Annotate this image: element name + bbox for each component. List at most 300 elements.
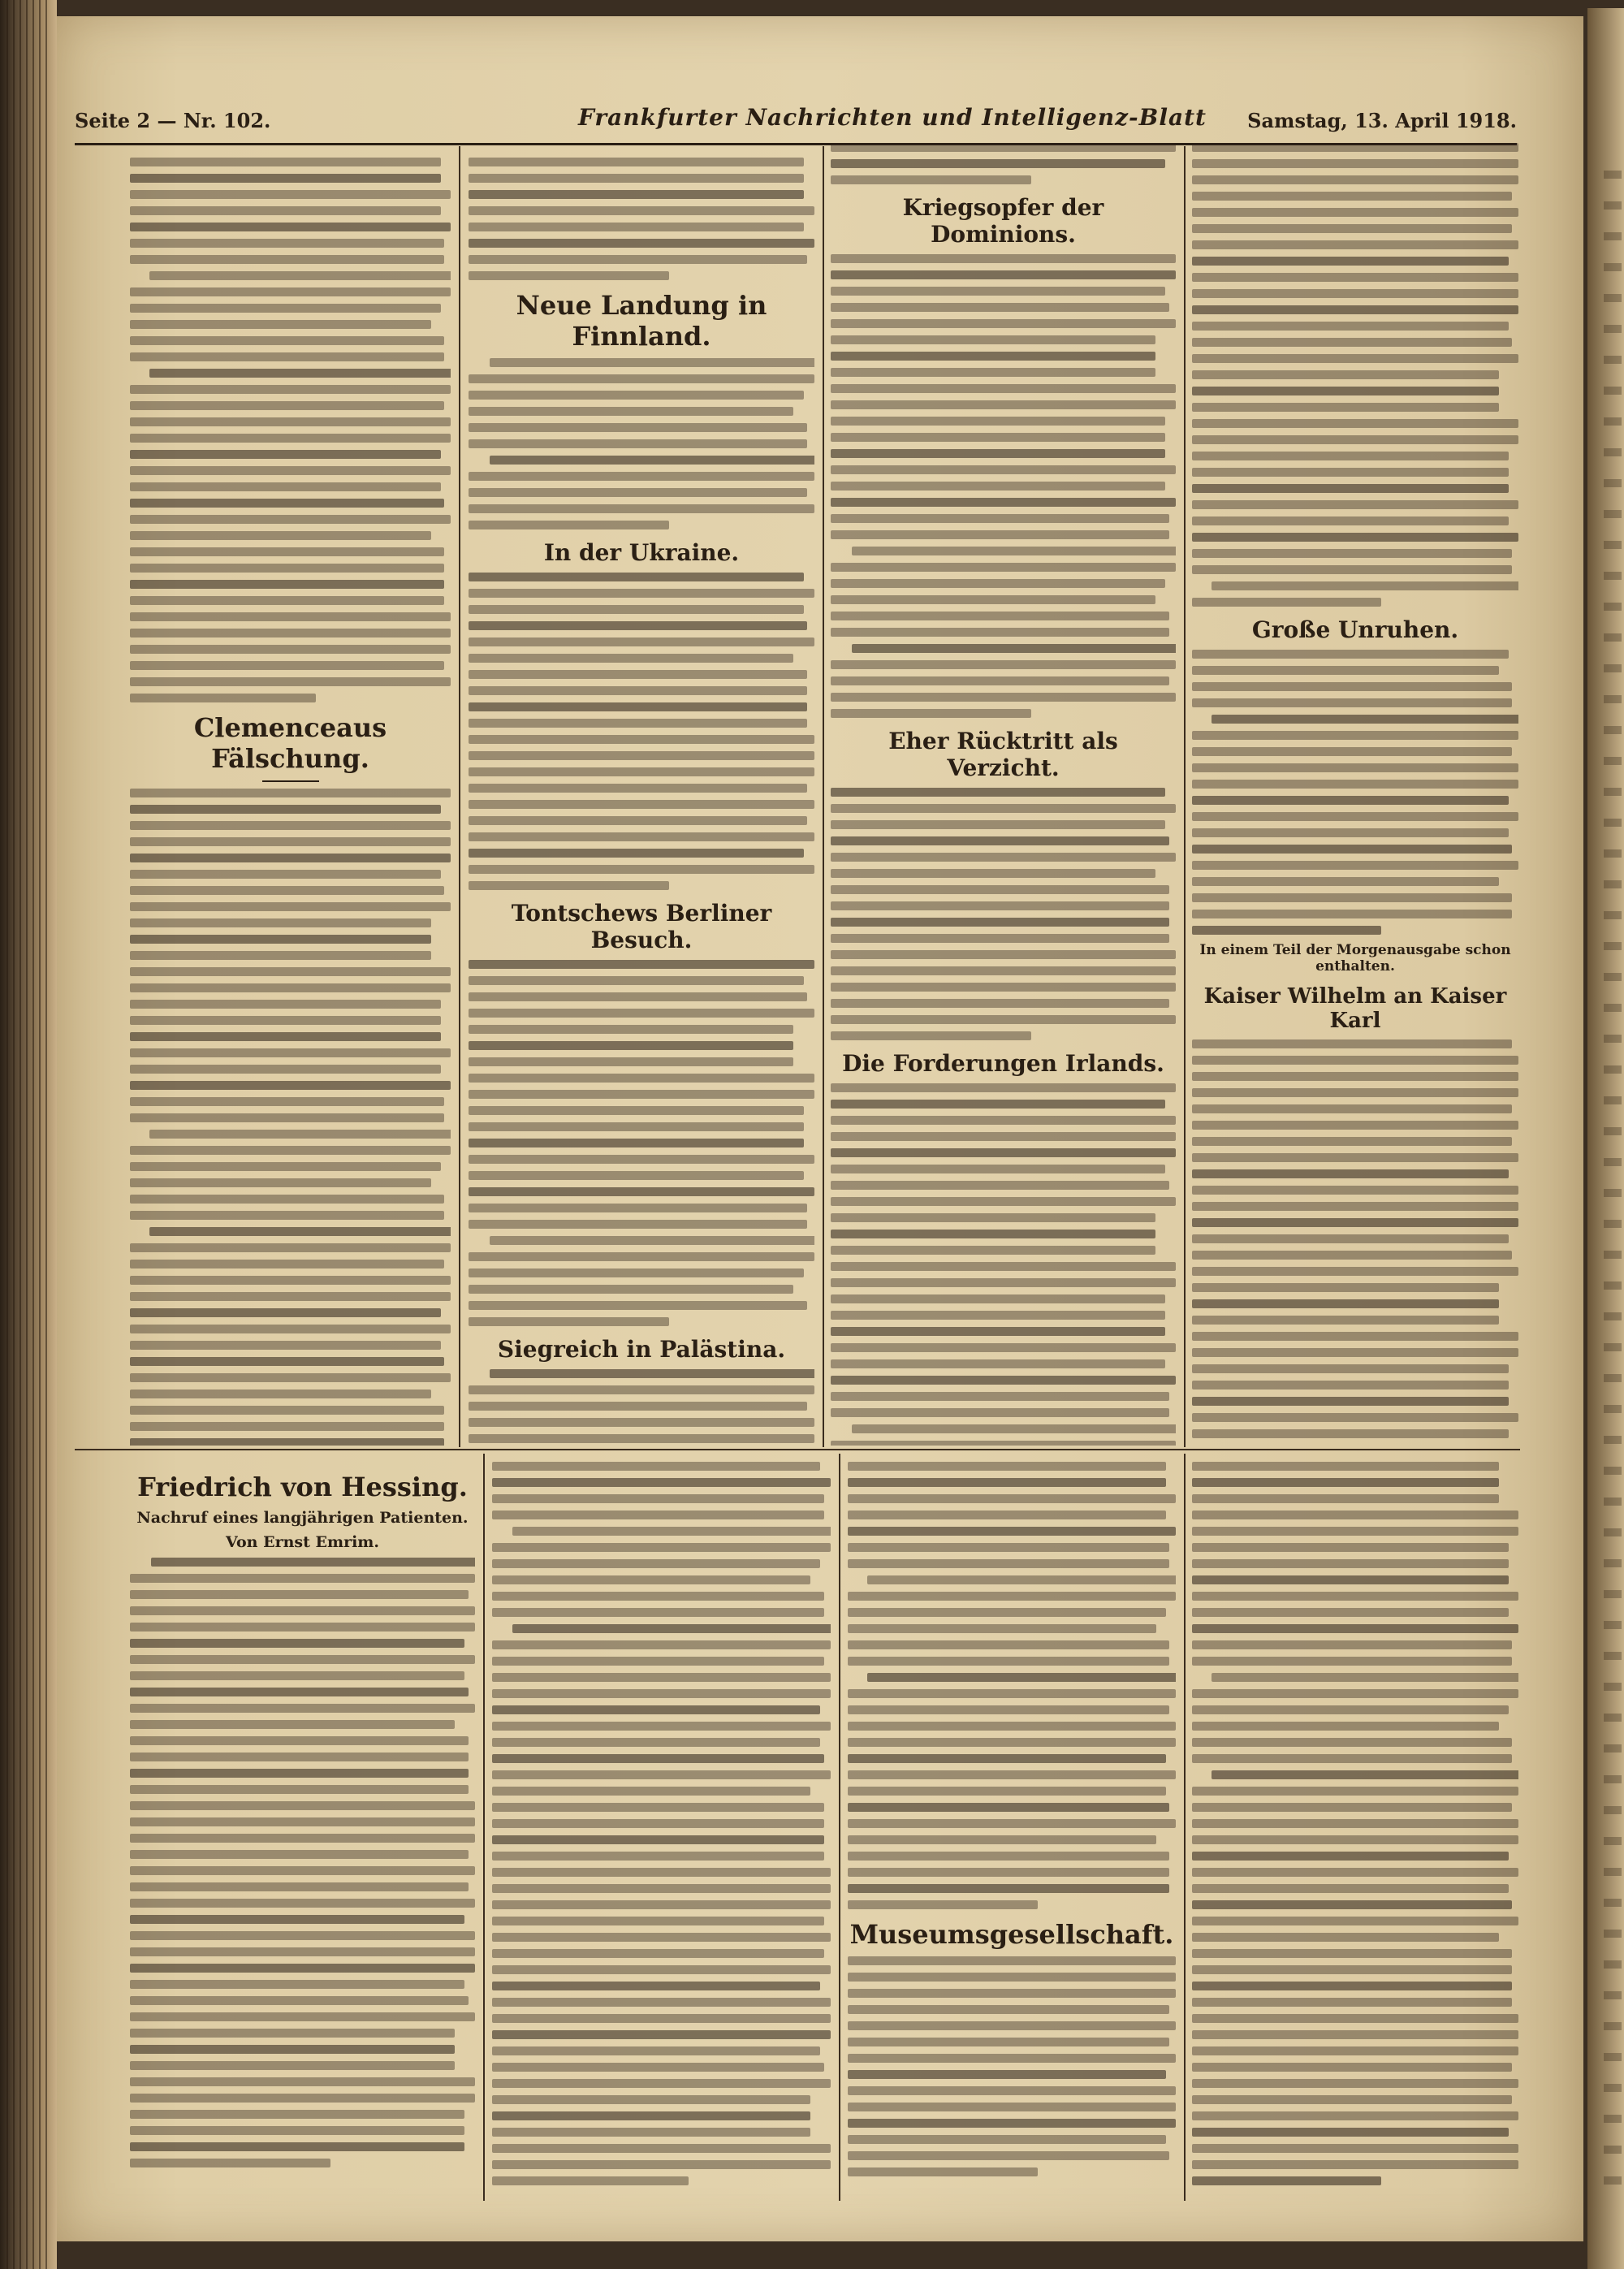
text-line [1192, 1559, 1509, 1568]
text-line [831, 1015, 1176, 1024]
text-line [492, 1933, 831, 1942]
text-line [848, 1852, 1169, 1861]
adjacent-text-fragment [1604, 1806, 1622, 1814]
text-line [492, 1705, 820, 1714]
text-line [469, 239, 814, 248]
text-line [852, 1424, 1177, 1433]
article-title-hessing: Friedrich von Hessing. [137, 1472, 468, 1502]
text-line [848, 2086, 1176, 2095]
text-line [831, 853, 1176, 862]
article-title-verzicht: Eher Rücktritt als Verzicht. [888, 728, 1118, 781]
text-line [848, 1689, 1176, 1698]
text-line [831, 514, 1169, 523]
text-line [848, 1494, 1176, 1503]
text-line [469, 504, 814, 513]
text-line [848, 2151, 1169, 2160]
text-line [1192, 322, 1509, 331]
text-line [1192, 500, 1518, 509]
text-line [848, 1527, 1176, 1536]
text-line [130, 1769, 469, 1778]
text-line [1192, 1511, 1518, 1519]
text-line [1192, 598, 1381, 607]
text-line [492, 1982, 820, 1990]
text-line [1192, 354, 1518, 363]
text-line [130, 531, 431, 540]
column-4 [1192, 143, 1518, 1446]
text-line [831, 254, 1176, 263]
text-line [1192, 861, 1518, 870]
text-line [831, 287, 1165, 296]
article-body [1192, 650, 1518, 935]
text-line [1192, 1299, 1499, 1308]
text-line [1192, 240, 1518, 249]
adjacent-text-fragment [1604, 294, 1622, 302]
text-line [1192, 2014, 1518, 2023]
text-line [1192, 1202, 1518, 1211]
text-line [130, 1162, 441, 1171]
text-line [848, 1543, 1169, 1552]
adjacent-text-fragment [1604, 1405, 1622, 1413]
text-line [492, 2111, 810, 2120]
text-line [831, 159, 1165, 168]
adjacent-text-fragment [1604, 880, 1622, 888]
text-line [492, 1738, 820, 1747]
article-body [130, 789, 451, 1446]
text-line [848, 2070, 1166, 2079]
text-line [469, 621, 807, 630]
text-line [831, 368, 1155, 377]
text-line [469, 1285, 793, 1294]
text-line [848, 2038, 1169, 2046]
adjacent-text-fragment [1604, 1096, 1622, 1104]
text-line [130, 1373, 451, 1382]
text-line [831, 1165, 1165, 1173]
text-line [130, 629, 451, 637]
text-line [469, 832, 814, 841]
text-line [130, 918, 431, 927]
text-line [130, 385, 451, 394]
newspaper-title: Frankfurter Nachrichten und Intelligenz-Blatt [578, 104, 1207, 131]
adjacent-text-fragment [1604, 1035, 1622, 1043]
article-title-tontschew: Tontschews Berliner Besuch. [511, 900, 772, 953]
text-line [469, 391, 804, 400]
text-line [469, 976, 804, 985]
text-line [469, 784, 807, 793]
text-line [831, 1327, 1165, 1336]
article-title-unruhen: Große Unruhen. [1251, 616, 1459, 643]
text-line [130, 1243, 451, 1252]
text-line [1192, 1348, 1518, 1357]
text-line [848, 1819, 1176, 1828]
text-line [831, 628, 1169, 637]
text-line [848, 1754, 1166, 1763]
text-line [469, 407, 793, 416]
text-line [1192, 1332, 1518, 1341]
text-line [831, 1278, 1176, 1287]
text-line [848, 1462, 1166, 1471]
adjacent-text-fragment [1604, 1652, 1622, 1660]
text-line [469, 423, 807, 432]
text-line [130, 1081, 451, 1090]
text-line [130, 1817, 475, 1826]
text-line [831, 660, 1176, 669]
adjacent-text-fragment [1604, 664, 1622, 672]
text-line [831, 465, 1176, 474]
article-body [831, 143, 1176, 184]
text-line [469, 1252, 814, 1261]
article-body [848, 1462, 1176, 1909]
text-line [492, 1852, 824, 1861]
text-line [469, 1402, 807, 1411]
text-line [492, 1819, 824, 1828]
text-line [492, 1884, 831, 1893]
adjacent-text-fragment [1604, 911, 1622, 919]
text-line [130, 2077, 475, 2086]
text-line [1192, 370, 1499, 379]
text-line [512, 1624, 831, 1633]
text-line [492, 1900, 831, 1909]
adjacent-text-fragment [1604, 1868, 1622, 1876]
text-line [831, 1116, 1176, 1125]
adjacent-text-fragment [1604, 788, 1622, 796]
text-line [831, 1132, 1176, 1141]
adjacent-text-fragment [1604, 1436, 1622, 1444]
article-body [469, 1369, 814, 1446]
text-line [130, 190, 451, 199]
text-line [1192, 1835, 1518, 1844]
text-line [130, 2012, 475, 2021]
text-line [1192, 338, 1512, 347]
text-line [130, 1850, 469, 1859]
text-line [469, 174, 804, 183]
text-line [1192, 682, 1512, 691]
text-line [492, 1592, 824, 1601]
column-1 [130, 158, 451, 1446]
text-line [492, 1770, 831, 1779]
text-line [469, 439, 807, 448]
text-line [492, 2176, 689, 2185]
text-line [1192, 257, 1509, 266]
adjacent-text-fragment [1604, 417, 1622, 426]
text-line [1192, 1998, 1512, 2007]
text-line [492, 2144, 831, 2153]
text-line [1192, 159, 1518, 168]
text-line [1192, 1088, 1518, 1097]
text-line [130, 837, 451, 846]
adjacent-text-fragment [1604, 757, 1622, 765]
text-line [130, 1292, 451, 1301]
text-line [130, 1325, 451, 1333]
text-line [848, 2119, 1176, 2128]
adjacent-text-fragment [1604, 1960, 1622, 1969]
text-line [831, 612, 1169, 620]
text-line [1192, 763, 1518, 772]
text-line [831, 417, 1165, 426]
adjacent-text-fragment [1604, 1189, 1622, 1197]
text-line [130, 1097, 444, 1106]
text-line [469, 573, 804, 581]
text-line [831, 482, 1165, 491]
text-line [1192, 893, 1512, 902]
adjacent-text-fragment [1604, 1621, 1622, 1629]
text-line [1192, 1965, 1512, 1974]
text-line [848, 1657, 1169, 1666]
text-line [1192, 1251, 1512, 1260]
text-line [1192, 2046, 1518, 2055]
column-rule [459, 146, 460, 1447]
text-line [469, 751, 814, 760]
article-body [469, 960, 814, 1326]
text-line [130, 1655, 475, 1664]
text-line [1192, 2111, 1518, 2120]
section-rule [75, 1449, 1520, 1450]
adjacent-text-fragment [1604, 1498, 1622, 1506]
article-body [492, 1462, 831, 2185]
text-line [469, 1074, 814, 1083]
text-line [490, 1369, 814, 1378]
text-line [848, 2103, 1176, 2111]
page-header [75, 104, 1517, 145]
text-line [130, 1195, 444, 1204]
text-line [130, 1688, 469, 1696]
text-line [1192, 1852, 1509, 1861]
article-body [831, 1083, 1176, 1446]
text-line [130, 1032, 441, 1041]
text-line [831, 934, 1169, 943]
text-line [831, 303, 1169, 312]
article-body [848, 1956, 1176, 2176]
text-line [130, 1016, 441, 1025]
text-line [831, 384, 1176, 393]
text-line [469, 1106, 804, 1115]
text-line [469, 1187, 814, 1196]
text-line [831, 319, 1176, 328]
text-line [1192, 289, 1518, 298]
column-5 [130, 1462, 475, 2199]
text-line [1192, 845, 1512, 854]
text-line [848, 1956, 1176, 1965]
text-line [469, 158, 804, 166]
text-line [1192, 1462, 1499, 1471]
text-line [130, 1276, 451, 1285]
text-line [130, 1931, 475, 1940]
text-line [1192, 208, 1518, 217]
text-line [130, 645, 451, 654]
text-line [130, 694, 316, 702]
article-body [831, 254, 1176, 718]
text-line [831, 1181, 1169, 1190]
article-title-finnland: Neue Landung in Finnland. [516, 290, 767, 352]
column-3 [831, 143, 1176, 1446]
text-line [492, 1640, 831, 1649]
text-line [831, 950, 1176, 959]
text-line [831, 1441, 1176, 1446]
adjacent-text-fragment [1604, 1930, 1622, 1938]
text-line [130, 854, 451, 862]
adjacent-text-fragment [1604, 541, 1622, 549]
text-line [831, 1376, 1176, 1385]
text-line [1212, 581, 1518, 590]
text-line [130, 1113, 444, 1122]
text-line [492, 2063, 824, 2072]
text-line [130, 1964, 475, 1973]
article-body [469, 158, 814, 280]
text-line [130, 2094, 475, 2103]
text-line [848, 1722, 1176, 1731]
text-line [469, 1171, 804, 1180]
text-line [831, 676, 1169, 685]
text-line [1192, 780, 1518, 789]
text-line [848, 1868, 1169, 1877]
text-line [1192, 812, 1518, 821]
text-line [848, 1989, 1176, 1998]
article-body [1192, 1462, 1518, 2185]
text-line [831, 400, 1176, 409]
text-line [492, 2079, 831, 2088]
text-line [1192, 1364, 1509, 1373]
text-line [1192, 731, 1518, 740]
hessing-subtitle: Nachruf eines langjährigen Patienten. [136, 1509, 469, 1527]
adjacent-text-fragment [1604, 1528, 1622, 1536]
column-7 [848, 1462, 1176, 2199]
text-line [1192, 1917, 1518, 1925]
text-line [130, 2142, 464, 2151]
text-line [1192, 2144, 1518, 2153]
text-line [130, 564, 444, 573]
text-line [492, 1559, 820, 1568]
text-line [469, 735, 814, 744]
text-line [130, 1606, 475, 1615]
text-line [490, 1236, 814, 1245]
text-line [130, 547, 444, 556]
text-line [130, 1574, 475, 1583]
article-title-dominions: Kriegsopfer der Dominions. [902, 194, 1104, 248]
text-line [1192, 419, 1518, 428]
adjacent-text-fragment [1604, 633, 1622, 642]
text-line [848, 1592, 1176, 1601]
text-line [831, 836, 1169, 845]
text-line [469, 1122, 804, 1131]
text-line [469, 521, 669, 529]
text-line [469, 1317, 669, 1326]
text-line [469, 960, 814, 969]
text-line [469, 686, 807, 695]
text-line [831, 595, 1155, 604]
text-line [1192, 2030, 1518, 2039]
text-line [469, 1155, 814, 1164]
text-line [130, 789, 451, 797]
article-body [469, 358, 814, 529]
text-line [469, 1418, 814, 1427]
text-line [469, 702, 807, 711]
adjacent-text-fragment [1604, 201, 1622, 210]
text-line [469, 767, 814, 776]
text-line [130, 1065, 441, 1074]
text-line [469, 849, 804, 858]
text-line [490, 358, 814, 367]
adjacent-text-fragment [1604, 1004, 1622, 1012]
text-line [469, 605, 804, 614]
text-line [1192, 1608, 1509, 1617]
text-line [130, 239, 444, 248]
text-line [492, 2014, 831, 2023]
text-line [1192, 192, 1512, 201]
text-line [130, 287, 451, 296]
text-line [1192, 1543, 1509, 1552]
text-line [469, 1385, 814, 1394]
text-line [852, 644, 1177, 653]
text-line [1192, 1803, 1512, 1812]
adjacent-text-fragment [1604, 387, 1622, 395]
text-line [848, 1884, 1169, 1893]
text-line [1192, 1186, 1518, 1195]
adjacent-text-fragment [1604, 695, 1622, 703]
text-line [831, 270, 1176, 279]
text-line [130, 1980, 464, 1989]
text-line [1192, 2063, 1512, 2072]
text-line [130, 1736, 469, 1745]
text-line [831, 885, 1169, 894]
text-line [831, 352, 1155, 361]
text-line [130, 1915, 464, 1924]
adjacent-page-edge [1587, 8, 1624, 2269]
text-line [831, 1230, 1155, 1238]
text-line [1212, 1770, 1518, 1779]
text-line [130, 902, 451, 911]
text-line [1192, 1056, 1518, 1065]
text-line [831, 143, 1176, 152]
text-line [130, 1260, 444, 1268]
text-line [130, 596, 444, 605]
text-line [1192, 484, 1509, 493]
text-line [492, 2160, 831, 2169]
text-line [848, 1559, 1169, 1568]
text-line [1192, 1982, 1512, 1990]
text-line [492, 1673, 831, 1682]
text-line [130, 466, 451, 475]
text-line [492, 1998, 831, 2007]
text-line [130, 2110, 464, 2119]
text-line [469, 255, 807, 264]
text-line [1192, 747, 1512, 756]
adjacent-text-fragment [1604, 1065, 1622, 1074]
text-line [831, 1359, 1165, 1368]
text-line [1192, 926, 1381, 935]
text-line [149, 1130, 451, 1139]
text-line [492, 1803, 824, 1812]
adjacent-text-fragment [1604, 356, 1622, 364]
text-line [1192, 1494, 1499, 1503]
text-line [831, 1408, 1169, 1417]
text-line [492, 1543, 831, 1552]
text-line [149, 369, 451, 378]
text-line [831, 1311, 1165, 1320]
text-line [130, 1882, 469, 1891]
text-line [1192, 516, 1509, 525]
text-line [469, 589, 814, 598]
text-line [1192, 1787, 1518, 1796]
column-rule [483, 1454, 485, 2201]
text-line [848, 1608, 1166, 1617]
text-line [492, 2046, 820, 2055]
text-line [831, 498, 1176, 507]
text-line [492, 2095, 810, 2104]
text-line [831, 804, 1176, 813]
text-line [469, 1025, 793, 1034]
text-line [130, 1000, 441, 1009]
text-line [130, 983, 451, 992]
text-line [130, 1357, 444, 1366]
